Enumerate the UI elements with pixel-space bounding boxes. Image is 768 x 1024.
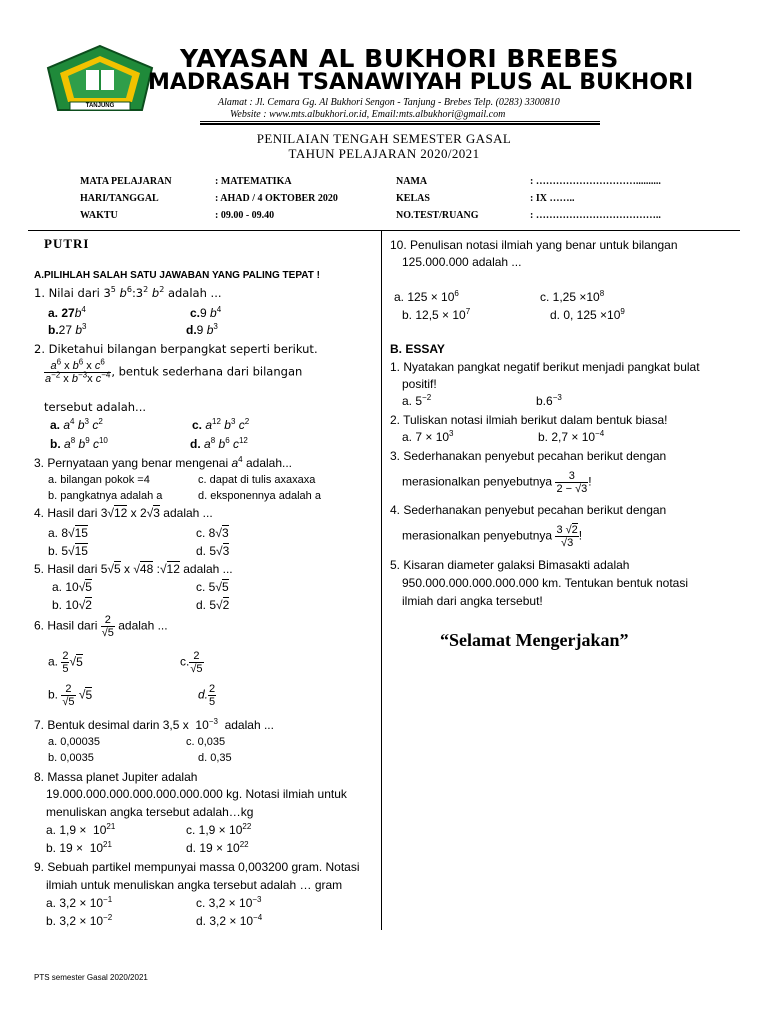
school-website: Website : www.mts.albukhori.or.id, Email:mts.albukhori@gmail.com [230, 109, 506, 120]
q1-option-a[interactable]: a. $27b^4$ [48, 305, 86, 320]
essay-5: 5. Kisaran diameter galaksi Bimasakti adalah [390, 558, 630, 572]
footer-text: PTS semester Gasal 2020/2021 [34, 973, 148, 982]
essay-3: 3. Sederhanakan penyebut pecahan berikut dengan [390, 449, 667, 463]
test-label: NO.TEST/RUANG [396, 210, 479, 221]
essay-2-item-b: b. $2,7 \times 10^{-4}$ [538, 429, 605, 444]
school-logo [44, 44, 156, 114]
exam-year: TAHUN PELAJARAN 2020/2021 [288, 146, 480, 161]
class-label: KELAS [396, 193, 430, 204]
day-value: : AHAD / 4 OKTOBER 2020 [215, 193, 338, 204]
exam-title: PENILAIAN TENGAH SEMESTER GASAL [256, 131, 512, 146]
question-10: 10. Penulisan notasi ilmiah yang benar untuk bilangan [390, 238, 678, 252]
essay-2: 2. Tuliskan notasi ilmiah berikut dalam bentuk biasa! [390, 413, 668, 427]
q7-option-a[interactable]: a. 0,00035 [48, 736, 100, 748]
essay-1-item-b: $b.6^{-3}$ [536, 393, 562, 408]
q3-option-c[interactable]: c. dapat di tulis axaxaxa [198, 474, 316, 486]
q2-option-a[interactable]: a. $a^4$ $b^3$ $c^2$ [50, 417, 103, 432]
q7-option-c[interactable]: c. 0,035 [186, 736, 226, 748]
closing-message: “Selamat Mengerjakan” [440, 630, 629, 650]
q5-option-d[interactable]: d. 5√2 [196, 598, 230, 612]
q2-option-b[interactable]: b. $a^8$ $b^9$ $c^{10}$ [50, 436, 108, 451]
q10-option-d[interactable]: d. 0, $125 \times 10^9$ [550, 307, 625, 322]
section-a-heading: A.PILIHLAH SALAH SATU JAWABAN YANG PALING TEPAT ! [34, 270, 320, 281]
q6-option-d[interactable]: d. $\frac{2}{5}$ [198, 683, 216, 708]
question-8: 8. Massa planet Jupiter adalah [34, 770, 198, 784]
question-10-line2: 125.000.000 adalah ... [402, 255, 522, 269]
q1-option-b[interactable]: b.27 $b^3$ [48, 322, 87, 337]
day-label: HARI/TANGGAL [80, 193, 159, 204]
time-value: : 09.00 - 09.40 [215, 210, 275, 221]
question-6: 6. Hasil dari $\frac{2}{√5}$ adalah ... [34, 614, 168, 639]
time-label: WAKTU [80, 210, 118, 221]
essay-5-line2: 950.000.000.000.000.000 km. Tentukan bentuk notasi [402, 576, 689, 590]
question-8-line2: 19.000.000.000.000.000.000.000 kg. Notasi ilmiah untuk [46, 787, 347, 801]
question-7: 7. Bentuk desimal darin 3,5 x $10^{-3}$ adalah ... [34, 717, 274, 732]
q2-tail: tersebut adalah... [44, 400, 147, 414]
q10-option-a[interactable]: a. $125 \times 10^6$ [394, 289, 459, 304]
question-2: 2. Diketahui bilangan berpangkat seperti berikut. [34, 342, 318, 356]
q4-option-b[interactable]: b. 5√15 [48, 544, 88, 558]
logo-caption: TANJUNG [85, 103, 115, 109]
q4-option-c[interactable]: c. 8√3 [196, 526, 229, 540]
info-divider [28, 230, 740, 231]
q3-option-d[interactable]: d. eksponennya adalah a [198, 490, 321, 502]
q2-option-c[interactable]: c. $a^{12}$ $b^3$ $c^2$ [192, 417, 250, 432]
class-field[interactable]: : IX …….. [530, 193, 575, 204]
q3-option-b[interactable]: b. pangkatnya adalah a [48, 490, 163, 502]
column-divider [381, 230, 382, 930]
q2-option-d[interactable]: d. $a^8$ $b^6$ $c^{12}$ [190, 436, 248, 451]
q9-option-c[interactable]: c. $3,2 \times 10^{-3}$ [196, 895, 262, 910]
q1-option-c[interactable]: c.9 $b^4$ [190, 305, 222, 320]
question-5: 5. Hasil dari 5√5 x √48 :√12 adalah ... [34, 562, 233, 576]
q7-option-b[interactable]: b. 0,0035 [48, 752, 94, 764]
q8-option-d[interactable]: d. $19 \times 10^{22}$ [186, 840, 249, 855]
q9-option-a[interactable]: a. $3,2 \times 10^{-1}$ [46, 895, 113, 910]
essay-4-line2: merasionalkan penyebutnya $\frac{3 √2}{√3}$ ! [402, 524, 583, 549]
q3-option-a[interactable]: a. bilangan pokok =4 [48, 474, 150, 486]
q2-expression: $\frac{a^6 x b^6 x c^6}{a^{-2} x b^{-3}x c^{-4}}$ , bentuk sederhana dari bilangan [45, 357, 303, 385]
essay-4: 4. Sederhanakan penyebut pecahan berikut dengan [390, 503, 667, 517]
essay-5-line3: ilmiah dari angka tersebut! [402, 594, 543, 608]
q5-option-a[interactable]: a. 10√5 [52, 580, 92, 594]
q4-option-a[interactable]: a. 8√15 [48, 526, 88, 540]
subject-label: MATA PELAJARAN [80, 176, 172, 187]
q6-option-c[interactable]: c. $\frac{2}{√5}$ [180, 650, 203, 675]
subject-value: : MATEMATIKA [215, 176, 292, 187]
q5-option-c[interactable]: c. 5√5 [196, 580, 229, 594]
name-field[interactable]: : ………………………….......... [530, 176, 661, 187]
essay-1-item-a: a. $5^{-2}$ [402, 393, 432, 408]
q1-option-d[interactable]: d.9 $b^3$ [186, 322, 218, 337]
foundation-name: YAYASAN AL BUKHORI BREBES [180, 44, 619, 73]
q10-option-c[interactable]: c. $1,25 \times 10^8$ [540, 289, 605, 304]
question-9-line2: ilmiah untuk menuliskan angka tersebut adalah … gram [46, 878, 343, 892]
header-divider [200, 121, 600, 122]
essay-1: 1. Nyatakan pangkat negatif berikut menjadi pangkat bulat [390, 360, 700, 374]
q8-option-b[interactable]: b. $19 \times 10^{21}$ [46, 840, 112, 855]
q4-option-d[interactable]: d. 5√3 [196, 544, 230, 558]
question-9: 9. Sebuah partikel mempunyai massa 0,003200 gram. Notasi [34, 860, 360, 874]
group-label: PUTRI [44, 236, 90, 251]
q8-option-c[interactable]: c. $1,9 \times 10^{22}$ [186, 822, 252, 837]
question-8-line3: menuliskan angka tersebut adalah…kg [46, 805, 254, 819]
q8-option-a[interactable]: a. $1,9 \times 10^{21}$ [46, 822, 116, 837]
test-field[interactable]: : ……………………………….. [530, 210, 661, 221]
question-3: 3. Pernyataan yang benar mengenai $a^4$ adalah... [34, 455, 293, 470]
header-divider-thick [200, 123, 600, 125]
q10-option-b[interactable]: b. $12,5 \times 10^7$ [402, 307, 471, 322]
essay-2-item-a: a. $7 \times 10^3$ [402, 429, 454, 444]
q6-option-b[interactable]: b. $\frac{2}{√5}$ √5 [48, 683, 93, 708]
q6-option-a[interactable]: a. $\frac{2}{5}$ √5 [48, 650, 83, 675]
question-4: 4. Hasil dari 3√12 x 2√3 adalah ... [34, 506, 213, 520]
q9-option-b[interactable]: b. $3,2 \times 10^{-2}$ [46, 913, 113, 928]
name-label: NAMA [396, 176, 428, 187]
school-name: MADRASAH TSANAWIYAH PLUS AL BUKHORI [148, 70, 694, 95]
section-b-heading: B. ESSAY [390, 342, 445, 356]
q5-option-b[interactable]: b. 10√2 [52, 598, 92, 612]
essay-1-line2: positif! [402, 377, 437, 391]
q7-option-d[interactable]: d. 0,35 [198, 752, 232, 764]
q9-option-d[interactable]: d. $3,2 \times 10^{-4}$ [196, 913, 263, 928]
essay-3-line2: merasionalkan penyebutnya $\frac{3}{2 - √3}$ ! [402, 470, 592, 495]
question-1: 1. Nilai dari $3^5$ $b^6:3^2$ $b^2$ adalah ... [34, 285, 222, 300]
school-address: Alamat : Jl. Cemara Gg. Al Bukhori Sengon - Tanjung - Brebes Telp. (0283) 3300810 [218, 97, 560, 108]
